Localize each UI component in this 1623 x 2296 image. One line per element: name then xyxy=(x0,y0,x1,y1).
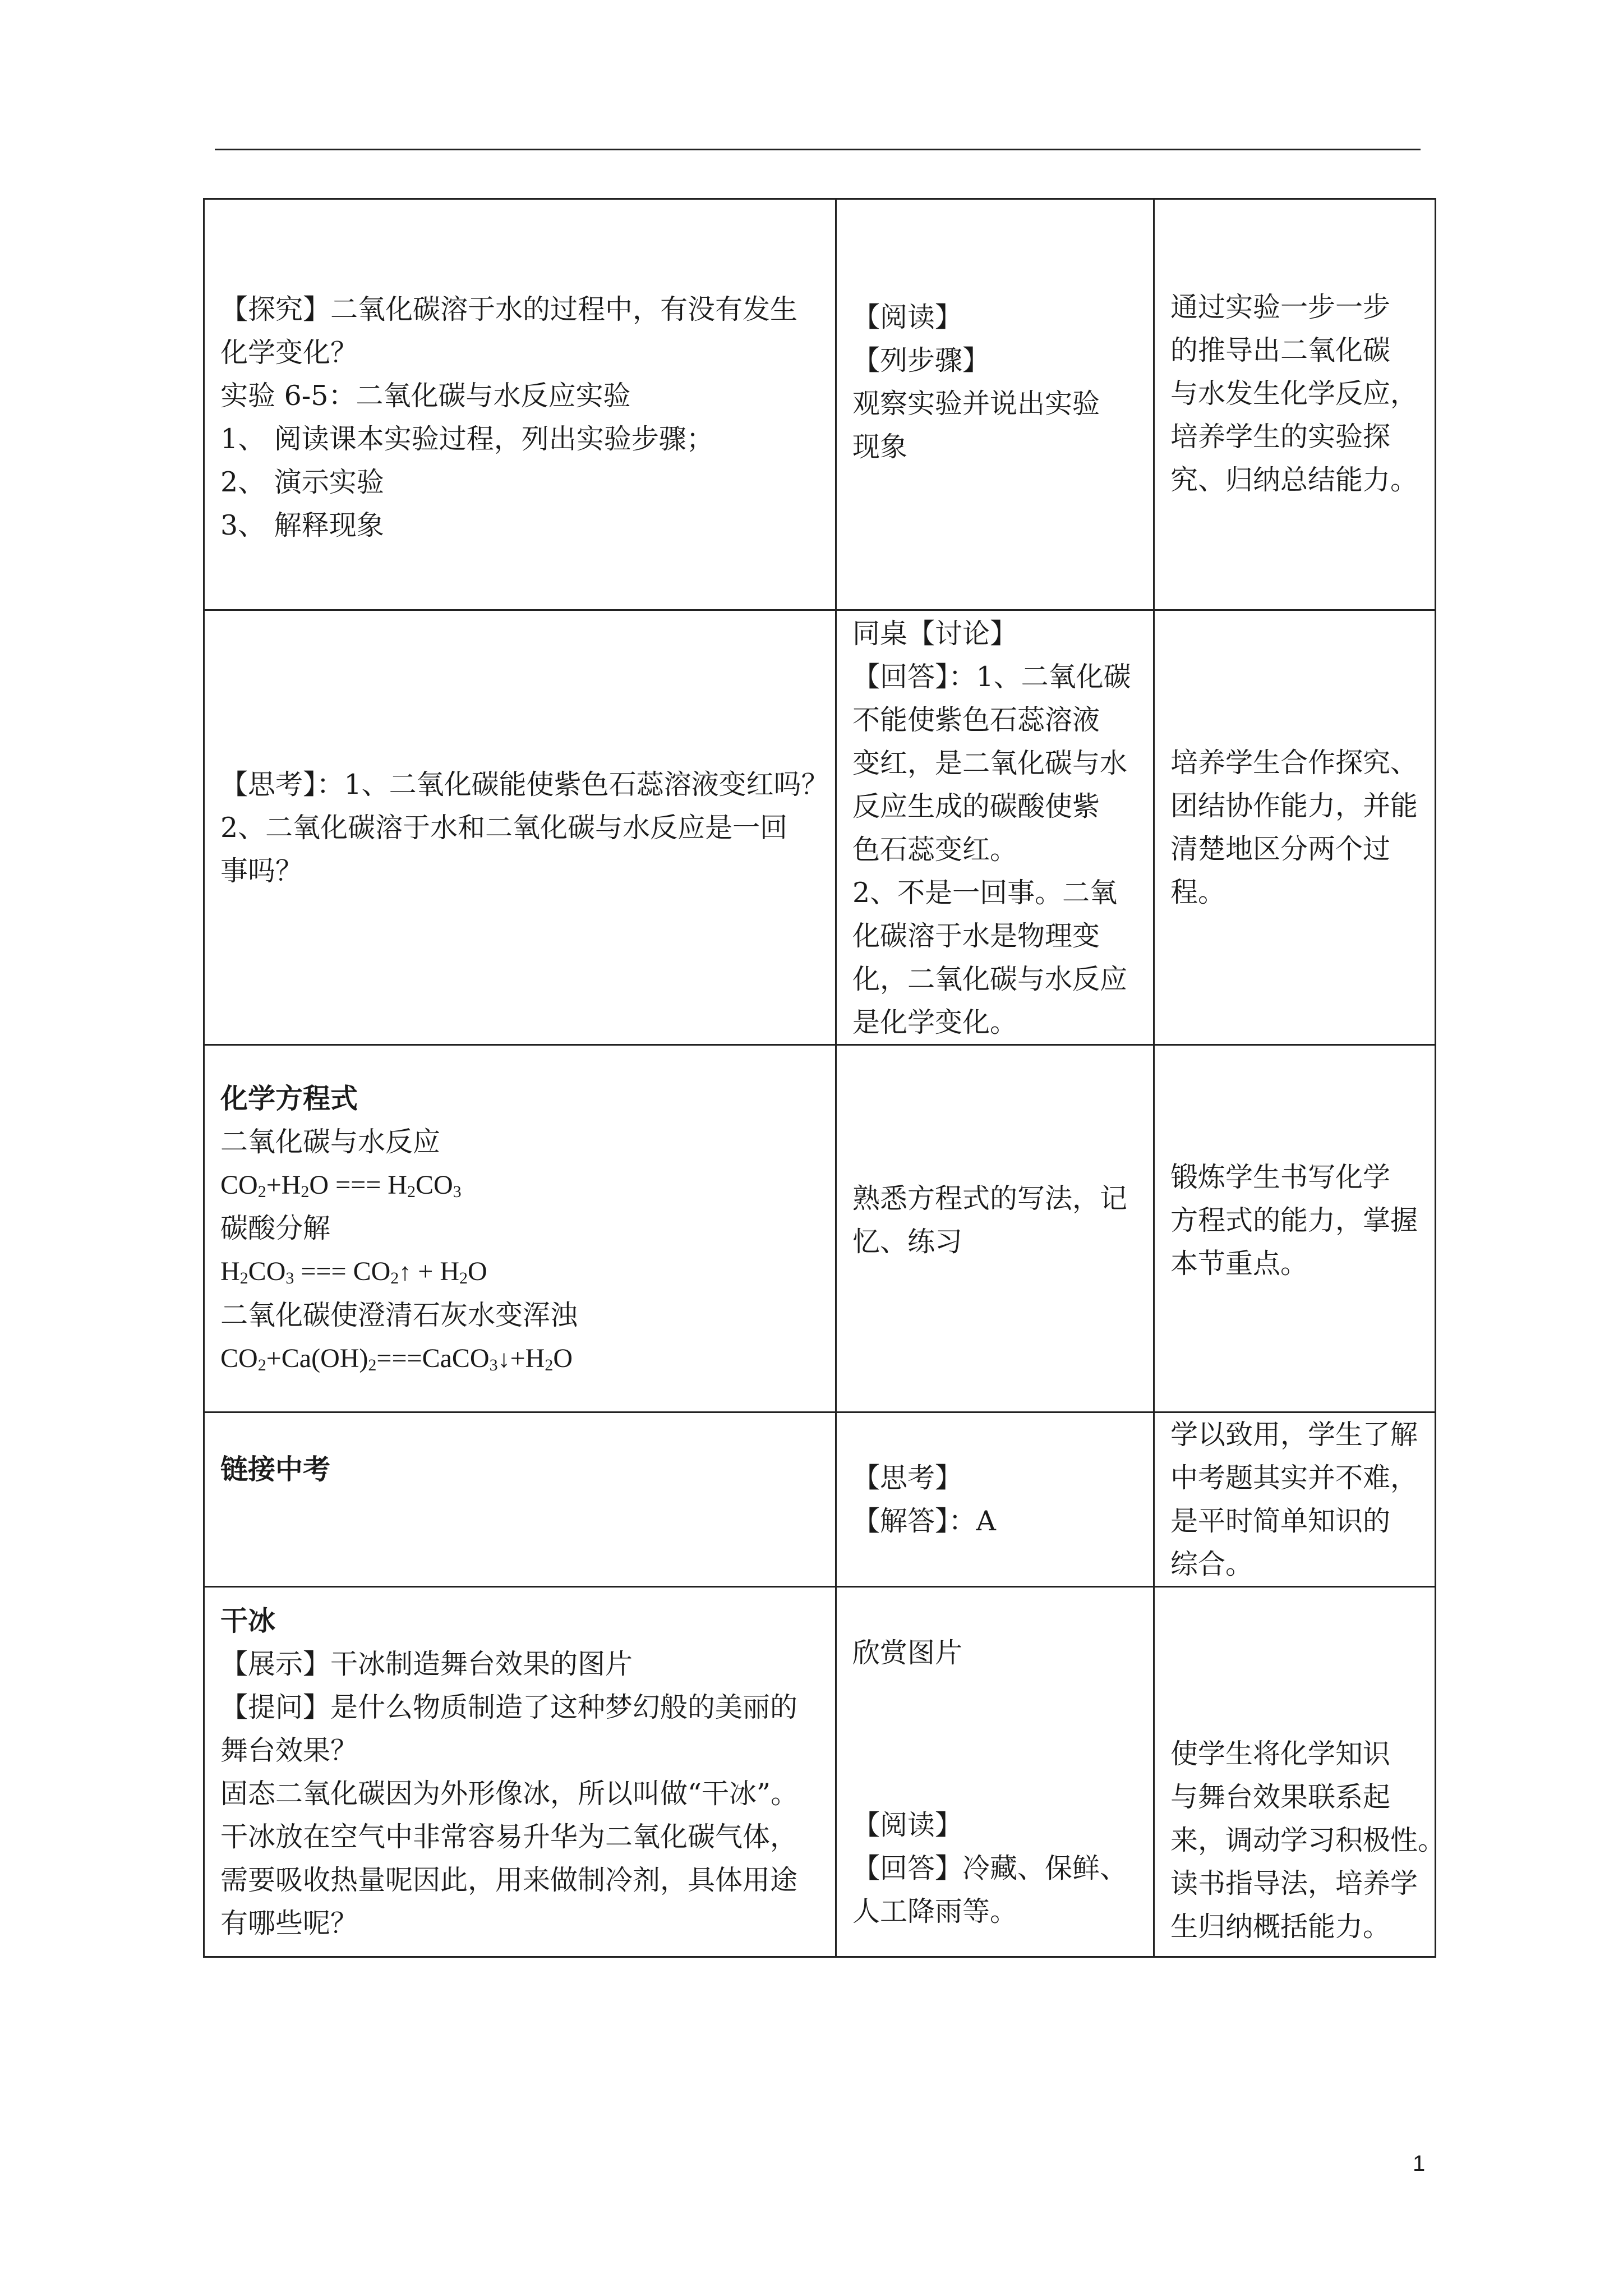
text-line: 【思考】 xyxy=(852,1462,963,1494)
text-line: 色石蕊变红。 xyxy=(852,834,1018,866)
text-line: 读书指导法，培养学 xyxy=(1170,1867,1418,1899)
text-line: 通过实验一步一步 xyxy=(1170,291,1391,323)
text-line: 是化学变化。 xyxy=(852,1006,1018,1038)
text-line: 二氧化碳使澄清石灰水变浑浊 xyxy=(220,1299,578,1331)
equation-line: $H_2CO_3$ === $CO_2↑ + H_2O$ xyxy=(220,1256,487,1287)
text-line: 熟悉方程式的写法，记 xyxy=(852,1182,1128,1214)
student-activity-cell xyxy=(836,1412,1154,1587)
text-line: 是平时简单知识的 xyxy=(1170,1505,1391,1537)
text-line: 来，调动学习积极性。 xyxy=(1170,1824,1446,1856)
text-line: 不能使紫色石蕊溶液 xyxy=(852,704,1100,736)
table-row xyxy=(204,1045,1436,1412)
student-activity-cell xyxy=(836,610,1154,1045)
student-activity-cell xyxy=(836,1045,1154,1412)
text-line: 化，二氧化碳与水反应 xyxy=(852,963,1128,995)
lesson-plan-table xyxy=(203,198,1446,1958)
text-line: 化碳溶于水是物理变 xyxy=(852,920,1100,952)
teacher-activity-cell xyxy=(204,199,836,610)
text-line: 实验 6-5：二氧化碳与水反应实验 xyxy=(220,380,631,412)
design-intent-cell xyxy=(1154,610,1436,1045)
text-line: 团结协作能力，并能 xyxy=(1170,790,1418,822)
equation-line: $CO_2+H_2O$ === $H_2CO_3$ xyxy=(220,1170,462,1201)
text-line: 【解答】：A xyxy=(852,1505,996,1537)
text-line: 【回答】冷藏、保鲜、 xyxy=(852,1852,1128,1884)
section-title: 干冰 xyxy=(220,1604,276,1637)
teacher-activity-cell xyxy=(204,1412,836,1587)
teacher-activity-cell xyxy=(204,1587,836,1957)
up-arrow-icon: ↑ xyxy=(399,1258,412,1286)
section-title: 链接中考 xyxy=(220,1453,331,1485)
student-activity-cell xyxy=(836,199,1154,610)
design-intent-cell xyxy=(1154,1045,1436,1412)
text-line: 究、归纳总结能力。 xyxy=(1170,463,1418,496)
text-line: 【思考】：1、二氧化碳能使紫色石蕊溶液变红吗？ xyxy=(220,768,829,800)
text-line: 观察实验并说出实验 xyxy=(852,388,1100,420)
text-line: 综合。 xyxy=(1170,1548,1253,1580)
text-line: 与水发生化学反应， xyxy=(1170,377,1418,409)
text-line: 的推导出二氧化碳 xyxy=(1170,334,1391,366)
text-line: 中考题其实并不难， xyxy=(1170,1462,1418,1494)
text-line: 方程式的能力，掌握 xyxy=(1170,1204,1418,1236)
text-line: 【阅读】 xyxy=(852,1809,963,1841)
design-intent-cell xyxy=(1154,199,1436,610)
section-title: 化学方程式 xyxy=(220,1082,358,1115)
text-line: 2、二氧化碳溶于水和二氧化碳与水反应是一回 xyxy=(220,811,788,844)
table-row xyxy=(204,610,1436,1045)
table-row xyxy=(204,199,1436,610)
text-line: 【阅读】 xyxy=(852,301,963,333)
text-line: 2、 演示实验 xyxy=(220,466,384,498)
text-line: 现象 xyxy=(852,431,908,463)
text-line: 【探究】二氧化碳溶于水的过程中，有没有发生 xyxy=(220,293,798,325)
design-intent-cell xyxy=(1154,1587,1446,1957)
text-line: 生归纳概括能力。 xyxy=(1170,1911,1391,1943)
down-arrow-icon: ↓ xyxy=(497,1345,510,1373)
text-line: 与舞台效果联系起 xyxy=(1170,1781,1391,1813)
text-line: 欣赏图片 xyxy=(852,1637,963,1669)
text-line: 需要吸收热量呢因此，用来做制冷剂，具体用途 xyxy=(220,1864,798,1896)
text-line: 培养学生的实验探 xyxy=(1170,420,1391,453)
text-line: 干冰放在空气中非常容易升华为二氧化碳气体， xyxy=(220,1820,798,1853)
text-line: 事吗？ xyxy=(220,854,303,887)
teacher-activity-cell xyxy=(204,610,836,1045)
text-line: 同桌【讨论】 xyxy=(852,618,1018,650)
text-line: 3、 解释现象 xyxy=(220,509,384,541)
header-rule xyxy=(215,149,1421,150)
text-line: 舞台效果？ xyxy=(220,1734,358,1766)
text-line: 培养学生合作探究、 xyxy=(1170,747,1418,779)
text-line: 反应生成的碳酸使紫 xyxy=(852,790,1100,822)
table-row xyxy=(204,1587,1436,1957)
teacher-activity-cell xyxy=(204,1045,836,1412)
text-line: 二氧化碳与水反应 xyxy=(220,1125,441,1158)
text-line: 程。 xyxy=(1170,876,1226,908)
text-line: 1、 阅读课本实验过程，列出实验步骤； xyxy=(220,423,714,455)
design-intent-cell xyxy=(1154,1412,1436,1587)
text-line: 清楚地区分两个过 xyxy=(1170,833,1391,865)
text-line: 碳酸分解 xyxy=(220,1212,331,1244)
page-number: 1 xyxy=(1413,2151,1426,2176)
table-row xyxy=(204,1412,1436,1587)
text-line: 2、不是一回事。二氧 xyxy=(852,877,1118,909)
text-line: 锻炼学生书写化学 xyxy=(1170,1161,1391,1193)
text-line: 化学变化？ xyxy=(220,337,358,369)
text-line: 【展示】干冰制造舞台效果的图片 xyxy=(220,1648,633,1680)
text-line: 使学生将化学知识 xyxy=(1170,1738,1391,1770)
text-line: 忆、练习 xyxy=(852,1226,963,1258)
text-line: 【回答】：1、二氧化碳 xyxy=(852,661,1131,693)
text-line: 固态二氧化碳因为外形像冰，所以叫做“干冰”。 xyxy=(220,1777,799,1810)
text-line: 【列步骤】 xyxy=(852,344,990,376)
text-line: 人工降雨等。 xyxy=(852,1895,1018,1927)
text-line: 变红，是二氧化碳与水 xyxy=(852,747,1128,779)
text-line: 有哪些呢？ xyxy=(220,1907,358,1939)
equation-line: $CO_2+Ca(OH)_2===CaCO_3↓+H_2O$ xyxy=(220,1343,573,1374)
text-line: 本节重点。 xyxy=(1170,1247,1308,1280)
student-activity-cell xyxy=(836,1587,1154,1957)
text-line: 【提问】是什么物质制造了这种梦幻般的美丽的 xyxy=(220,1691,798,1723)
text-line: 学以致用，学生了解 xyxy=(1170,1419,1418,1451)
